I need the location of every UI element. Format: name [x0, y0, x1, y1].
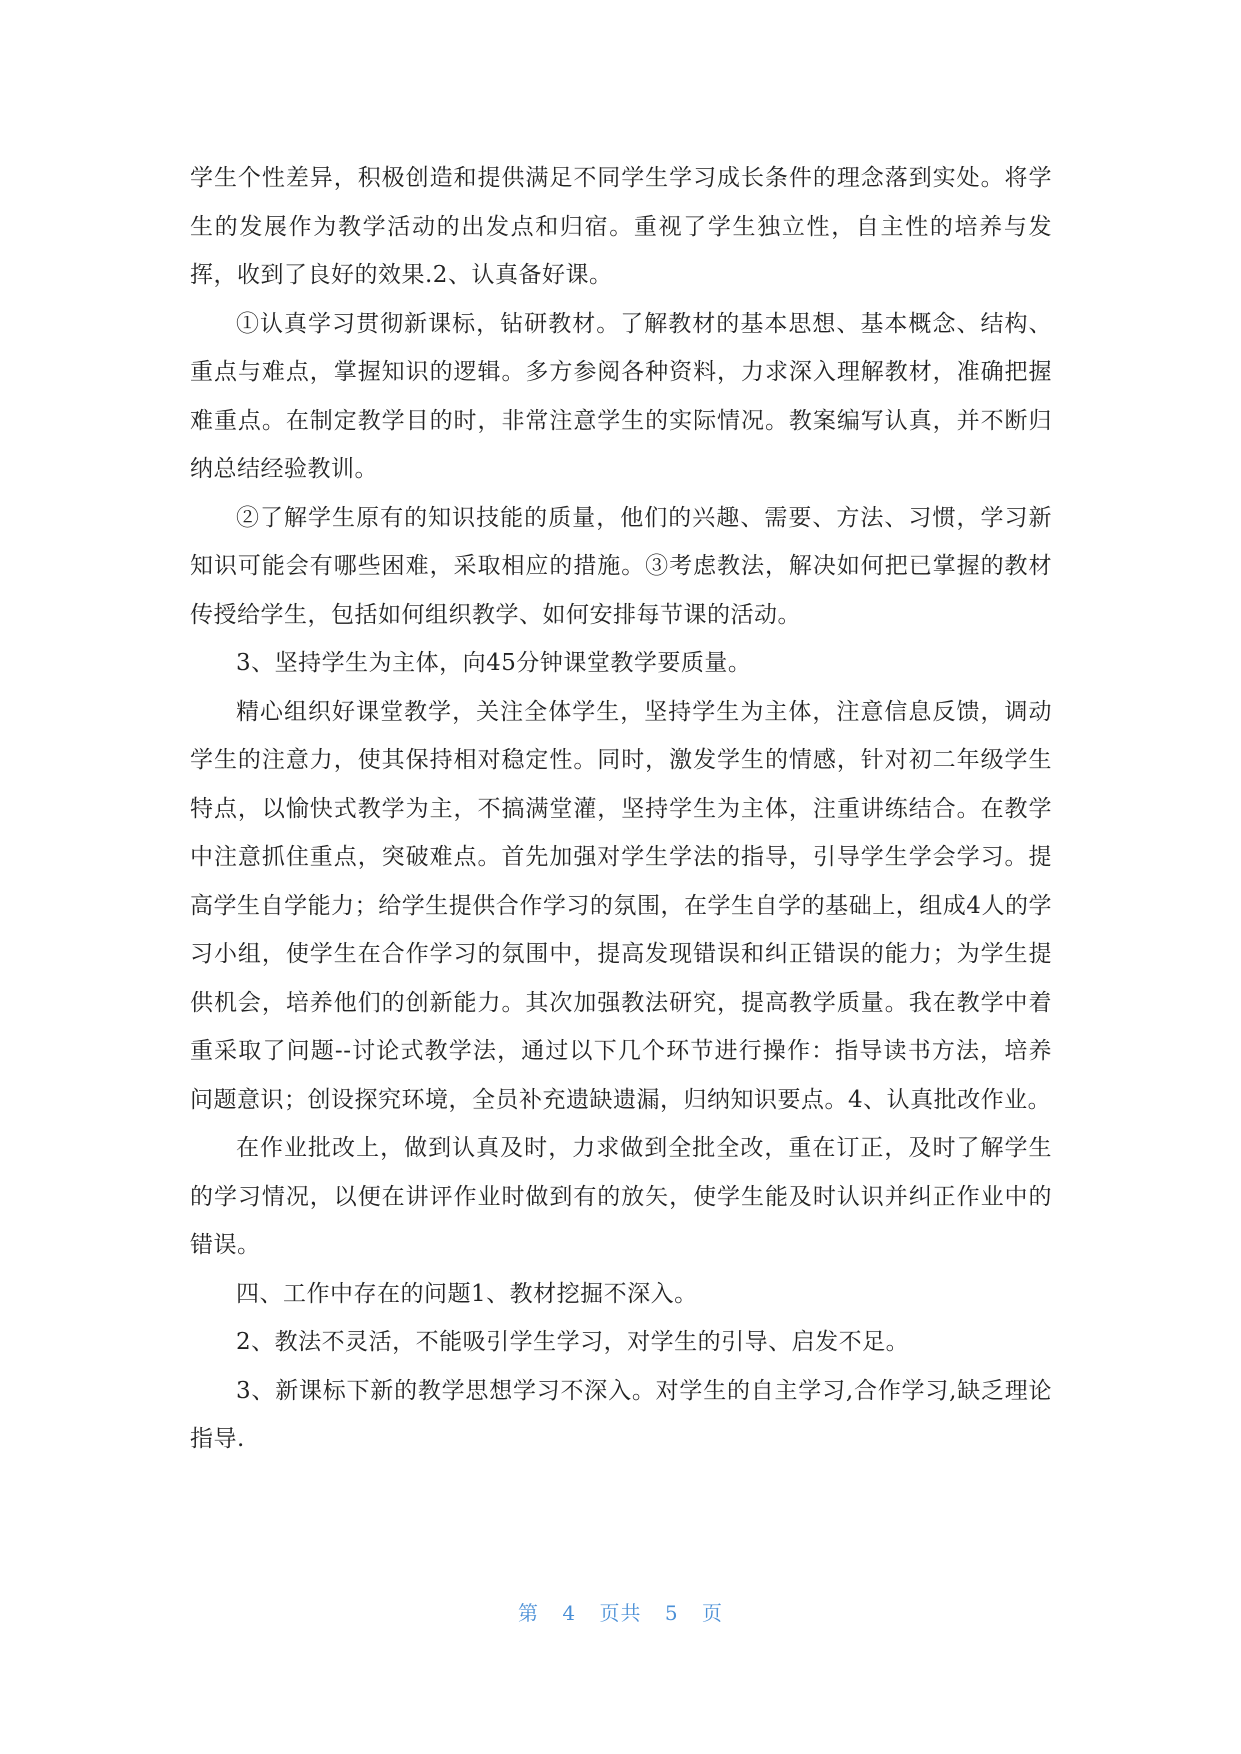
footer-total-pages: 5: [664, 1601, 679, 1625]
paragraph-2: ①认真学习贯彻新课标，钻研教材。了解教材的基本思想、基本概念、结构、重点与难点，掌握知识的逻辑。多方参阅各种资料，力求深入理解教材，准确把握难重点。在制定教学目的时，非常注意学生的实际情况。教案编写认真，并不断归纳总结经验教训。: [190, 310, 1052, 482]
paragraph-6: 在作业批改上，做到认真及时，力求做到全批全改，重在订正，及时了解学生的学习情况，以便在讲评作业时做到有的放矢，使学生能及时认识并纠正作业中的错误。: [190, 1135, 1052, 1258]
footer-prefix: 第: [518, 1601, 540, 1625]
footer-current-page: 4: [562, 1601, 577, 1625]
paragraph-7: 四、工作中存在的问题1、教材挖掘不深入。: [236, 1280, 698, 1307]
paragraph-8: 2、教法不灵活，不能吸引学生学习，对学生的引导、启发不足。: [236, 1329, 910, 1355]
paragraph-3: ②了解学生原有的知识技能的质量，他们的兴趣、需要、方法、习惯，学习新知识可能会有哪些困难，采取相应的措施。③考虑教法，解决如何把已掌握的教材传授给学生，包括如何组织教学、如何安排每节课的活动。: [190, 504, 1052, 628]
page-footer: [0, 1597, 1241, 1626]
document-body: [190, 154, 1052, 1464]
paragraph-1: 学生个性差异，积极创造和提供满足不同学生学习成长条件的理念落到实处。将学生的发展作为教学活动的出发点和归宿。重视了学生独立性，自主性的培养与发挥，收到了良好的效果.2、认真备好课。: [190, 165, 1052, 288]
paragraph-5: 精心组织好课堂教学，关注全体学生，坚持学生为主体，注意信息反馈，调动学生的注意力，使其保持相对稳定性。同时，激发学生的情感，针对初二年级学生特点，以愉快式教学为主，不搞满堂灌，坚持学生为主体，注重讲练结合。在教学中注意抓住重点，突破难点。首先加强对学生学法的指导，引导学生学会学习。提高学生自学能力；给学生提供合作学习的氛围，在学生自学的基础上，组成4人的学习小组，使学生在合作学习的氛围中，提高发现错误和纠正错误的能力；为学生提供机会，培养他们的创新能力。其次加强教法研究，提高教学质量。我在教学中着重采取了问题--讨论式教学法，通过以下几个环节进行操作：指导读书方法，培养问题意识；创设探究环境，全员补充遗缺遗漏，归纳知识要点。4、认真批改作业。: [190, 698, 1052, 1113]
paragraph-9: 3、新课标下新的教学思想学习不深入。对学生的自主学习,合作学习,缺乏理论指导.: [190, 1377, 1052, 1452]
footer-suffix: 页: [701, 1601, 723, 1625]
footer-middle: 页共: [599, 1601, 642, 1625]
paragraph-4: 3、坚持学生为主体，向45分钟课堂教学要质量。: [236, 650, 752, 676]
